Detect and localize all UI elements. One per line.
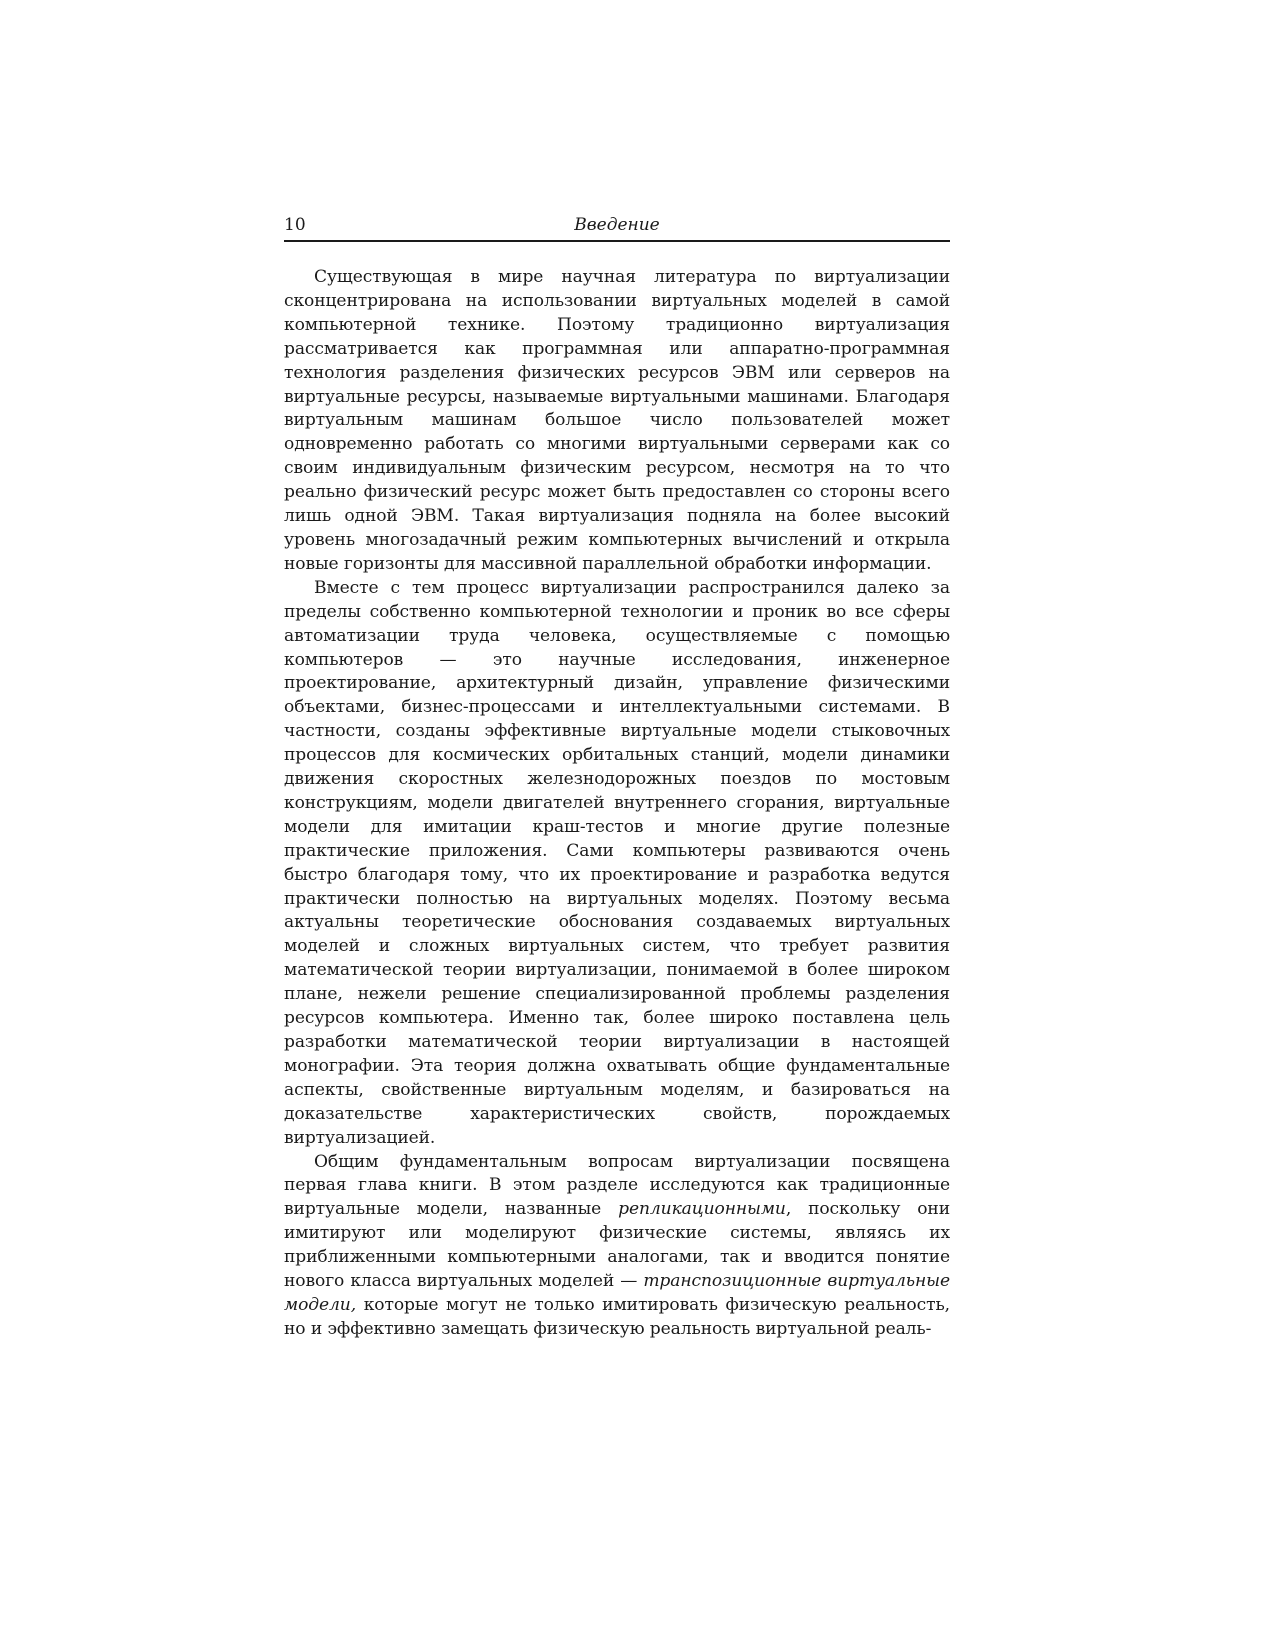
running-header [284, 215, 950, 242]
paragraph-3-text-b: , поскольку они имитируют или моделируют физические системы, являясь их приближенными компьютерными аналогами, так и вводится понятие нового класса виртуальных моделей — [284, 1199, 950, 1292]
page-number: 10 [284, 215, 306, 235]
chapter-title: Введение [574, 215, 660, 235]
emphasis-replication: репликационными [618, 1199, 786, 1220]
paragraph-3-text-a: Общим фундаментальным вопросам виртуализации посвящена первая глава книги. В этом разделе исследуются как традиционные виртуальные модели, названные [284, 1151, 950, 1220]
paragraph-3-text-c: которые могут не только имитировать физическую реальность, но и эффективно замещать физическую реальность виртуальной реаль- [284, 1294, 950, 1339]
body-text [284, 266, 950, 1342]
paragraph-3 [284, 1151, 950, 1342]
paragraph-2: Вместе с тем процесс виртуализации распространился далеко за пределы собственно компьютерной технологии и проник во все сферы автоматизации труда человека, осуществляемые с помощью компьютеров — это научные исследования, инженерное проектирование, архитектурный дизайн, управление физическими объектами, бизнес-процессами и интеллектуальными системами. В частности, созданы эффективные виртуальные модели стыковочных процессов для космических орбитальных станций, модели динамики движения скоростных железнодорожных поездов по мостовым конструкциям, модели двигателей внутреннего сгорания, виртуальные модели для имитации краш-тестов и многие другие полезные практические приложения. Сами компьютеры развиваются очень быстро благодаря тому, что их проектирование и разработка ведутся практически полностью на виртуальных моделях. Поэтому весьма актуальны теоретические обоснования создаваемых виртуальных моделей и сложных виртуальных систем, что требует развития математической теории виртуализации, понимаемой в более широком плане, нежели решение специализированной проблемы разделения ресурсов компьютера. Именно так, более широко поставлена цель разработки математической теории виртуализации в настоящей монографии. Эта теория должна охватывать общие фундаментальные аспекты, свойственные виртуальным моделям, и базироваться на доказательстве характеристических свойств, порождаемых виртуализацией. [284, 577, 950, 1148]
emphasis-transposition: транспозиционные виртуальные модели, [284, 1271, 950, 1315]
paragraph-1: Существующая в мире научная литература по виртуализации сконцентрирована на использовании виртуальных моделей в самой компьютерной технике. Поэтому традиционно виртуализация рассматривается как программная или аппаратно-программная технология разделения физических ресурсов ЭВМ или серверов на виртуальные ресурсы, называемые виртуальными машинами. Благодаря виртуальным машинам большое число пользователей может одновременно работать со многими виртуальными серверами как со своим индивидуальным физическим ресурсом, несмотря на то что реально физический ресурс может быть предоставлен со стороны всего лишь одной ЭВМ. Такая виртуализация подняла на более высокий уровень многозадачный режим компьютерных вычислений и открыла новые горизонты для массивной параллельной обработки информации. [284, 267, 950, 574]
book-page [284, 215, 950, 1342]
